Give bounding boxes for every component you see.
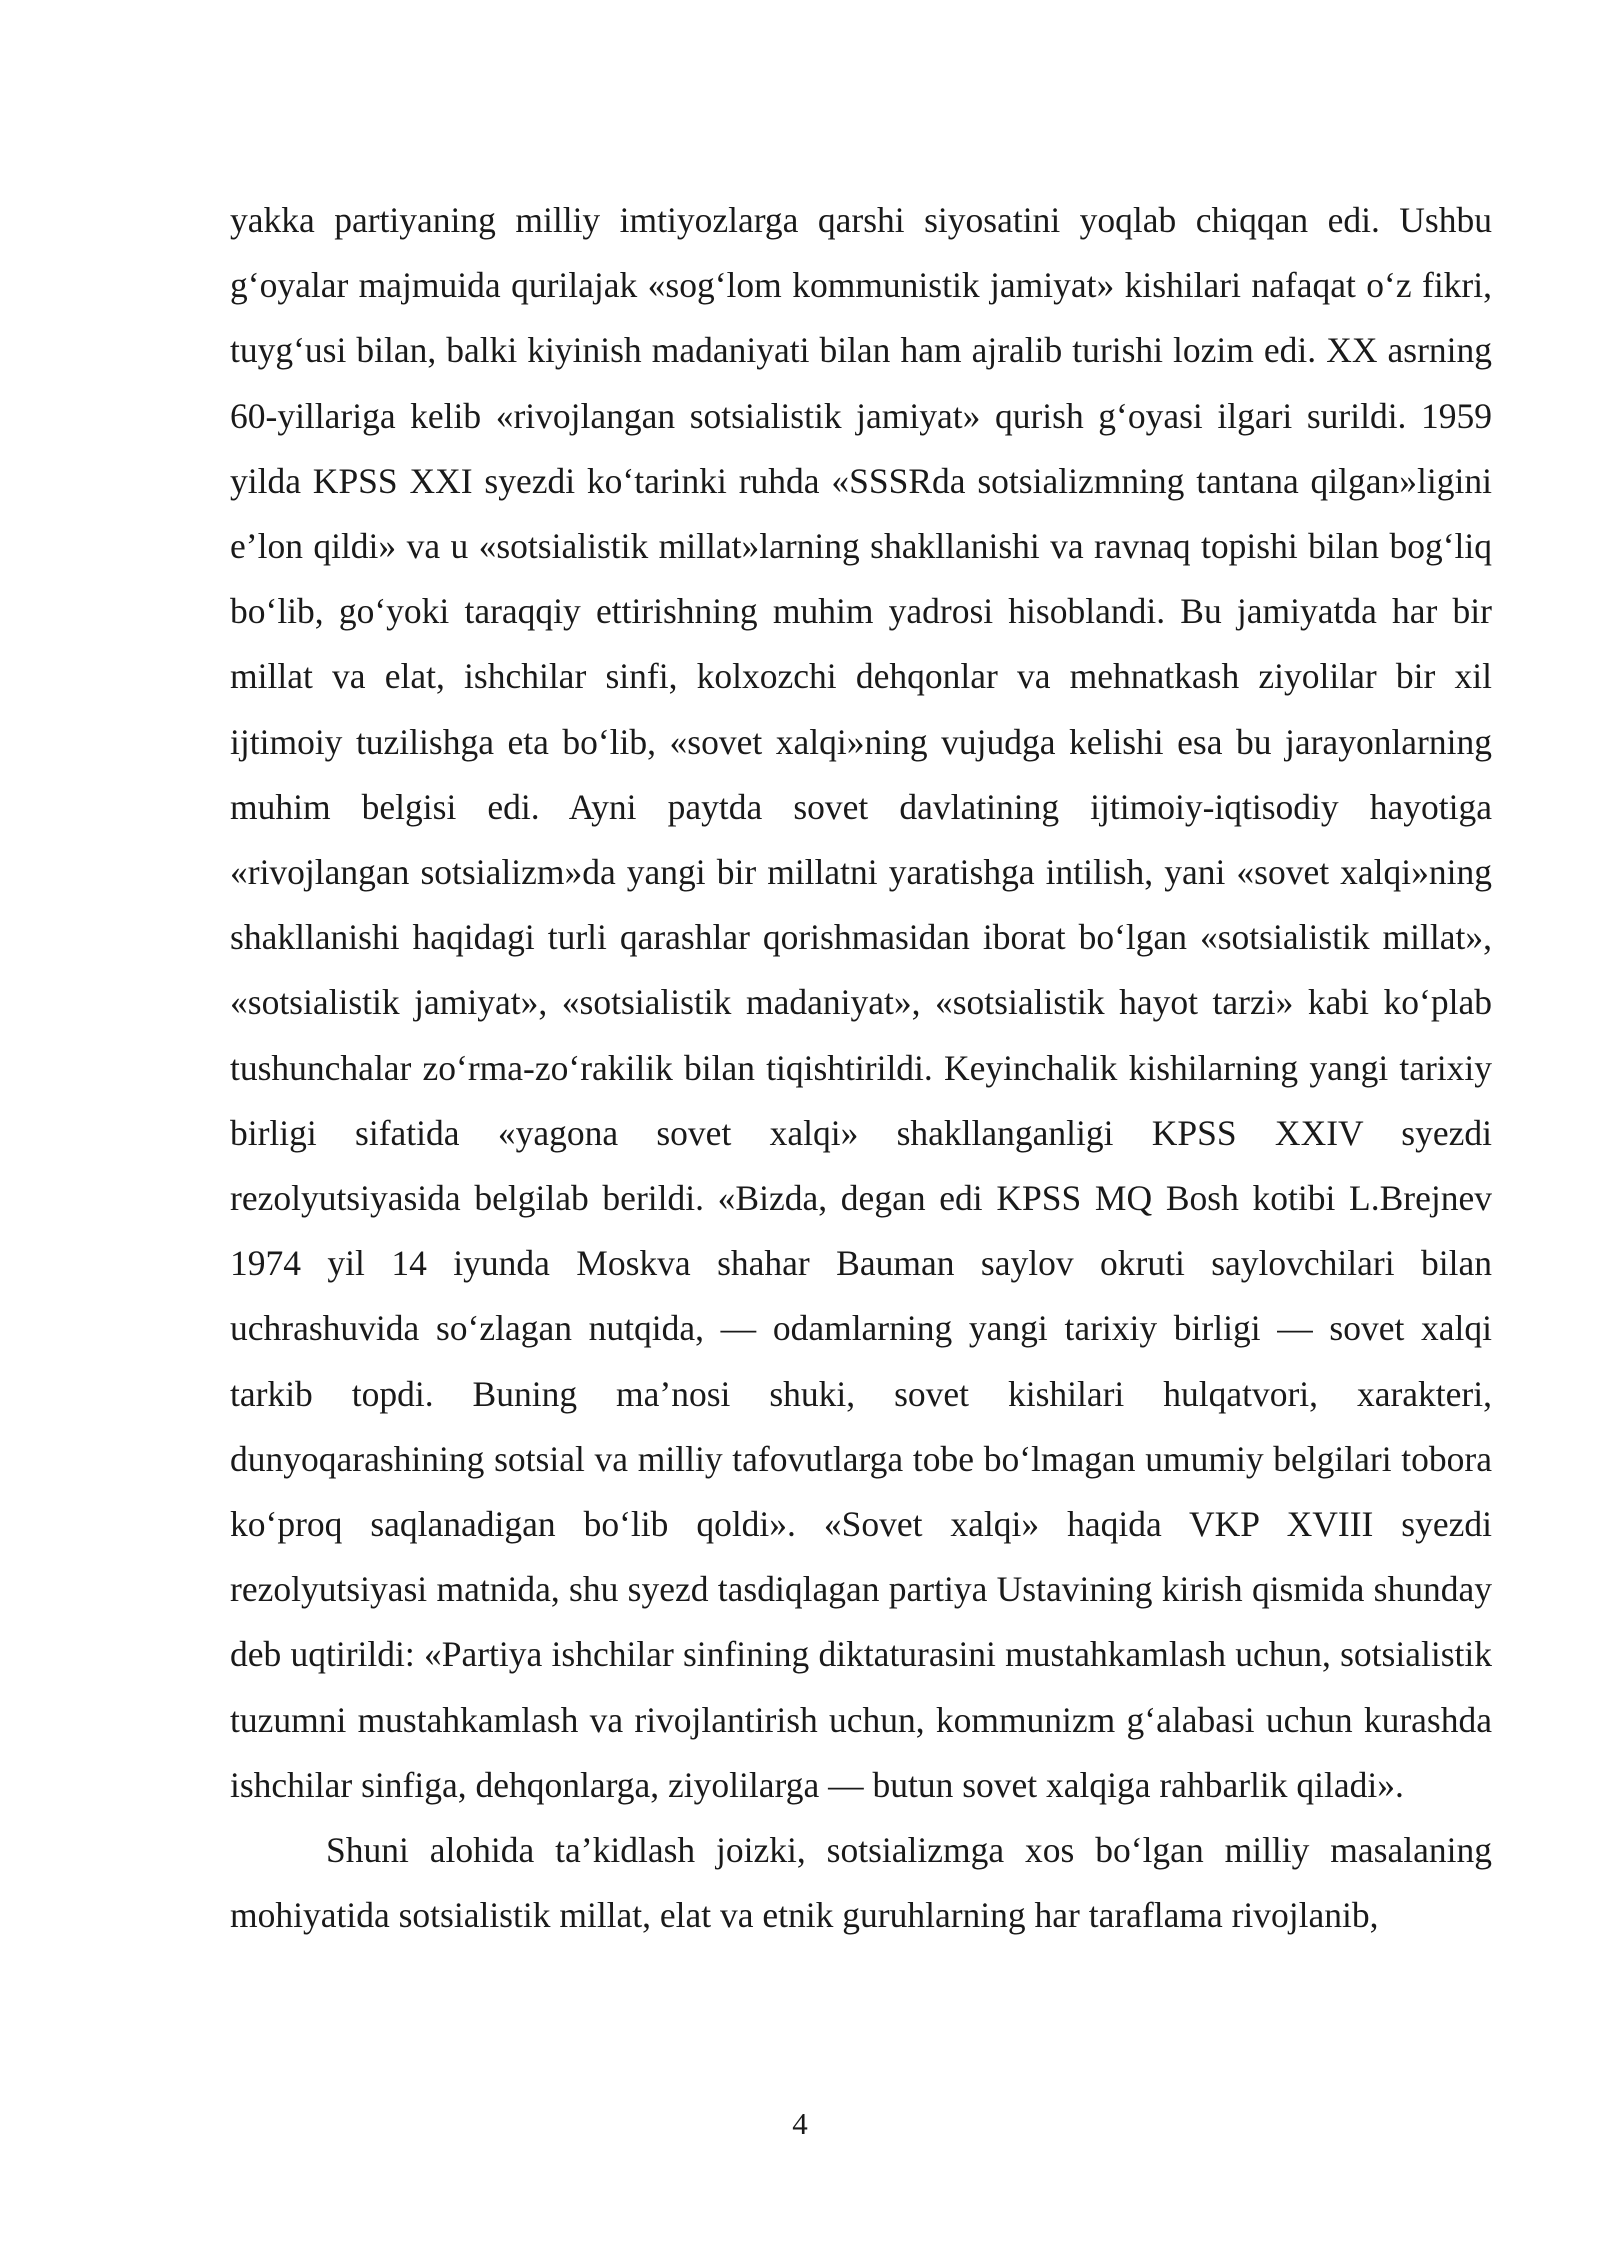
paragraph-2: Shuni alohida ta’kidlash joizki, sotsializmga xos bo‘lgan milliy masalaning mohiyatida sotsialistik millat, elat va etnik guruhlarning har taraflama rivojlanib, [230, 1830, 1492, 1936]
paragraph-1: yakka partiyaning milliy imtiyozlarga qarshi siyosatini yoqlab chiqqan edi. Ushbu g‘oyalar majmuida qurilajak «sog‘lom kommunistik jamiyat» kishilari nafaqat o‘z fikri, tuyg‘usi bilan, balki kiyinish madaniyati bilan ham ajralib turishi lozim edi. XX asrning 60-yillariga kelib «rivojlangan sotsialistik jamiyat» qurish g‘oyasi ilgari surildi. 1959 yilda KPSS XXI syezdi ko‘tarinki ruhda «SSSRda sotsializmning tantana qilgan»ligini e’lon qildi» va u «sotsialistik millat»larning shakllanishi va ravnaq topishi bilan bog‘liq bo‘lib, go‘yoki taraqqiy ettirishning muhim yadrosi hisoblandi. Bu jamiyatda har bir millat va elat, ishchilar sinfi, kolxozchi dehqonlar va mehnatkash ziyolilar bir xil ijtimoiy tuzilishga eta bo‘lib, «sovet xalqi»ning vujudga kelishi esa bu jarayonlarning muhim belgisi edi. Ayni paytda sovet davlatining ijtimoiy-iqtisodiy hayotiga «rivojlangan sotsializm»da yangi bir millatni yaratishga intilish, yani «sovet xalqi»ning shakllanishi haqidagi turli qarashlar qorishmasidan iborat bo‘lgan «sotsialistik millat», «sotsialistik jamiyat», «sotsialistik madaniyat», «sotsialistik hayot tarzi» kabi ko‘plab tushunchalar zo‘rma-zo‘rakilik bilan tiqishtirildi. Keyinchalik kishilarning yangi tarixiy birligi sifatida «yagona sovet xalqi» shakllanganligi KPSS XXIV syezdi rezolyutsiyasida belgilab berildi. «Bizda, degan edi KPSS MQ Bosh kotibi L.Brejnev 1974 yil 14 iyunda Moskva shahar Bauman saylov okruti saylovchilari bilan uchrashuvida so‘zlagan nutqida, — odamlarning yangi tarixiy birligi — sovet xalqi tarkib topdi. Buning ma’nosi shuki, sovet kishilari hulqatvori, xarakteri, dunyoqarashining sotsial va milliy tafovutlarga tobe bo‘lmagan umumiy belgilari tobora ko‘proq saqlanadigan bo‘lib qoldi». «Sovet xalqi» haqida VKP XVIII syezdi rezolyutsiyasi matnida, shu syezd tasdiqlagan partiya Ustavining kirish qismida shunday deb uqtirildi: «Partiya ishchilar sinfining diktaturasini mustahkamlash uchun, sotsialistik tuzumni mustahkamlash va rivojlantirish uchun, kommunizm g‘alabasi uchun kurashda ishchilar sinfiga, dehqonlarga, ziyolilarga — butun sovet xalqiga rahbarlik qiladi». [230, 200, 1492, 1805]
body-text [230, 188, 1492, 1948]
page-number: 4 [792, 2106, 808, 2141]
